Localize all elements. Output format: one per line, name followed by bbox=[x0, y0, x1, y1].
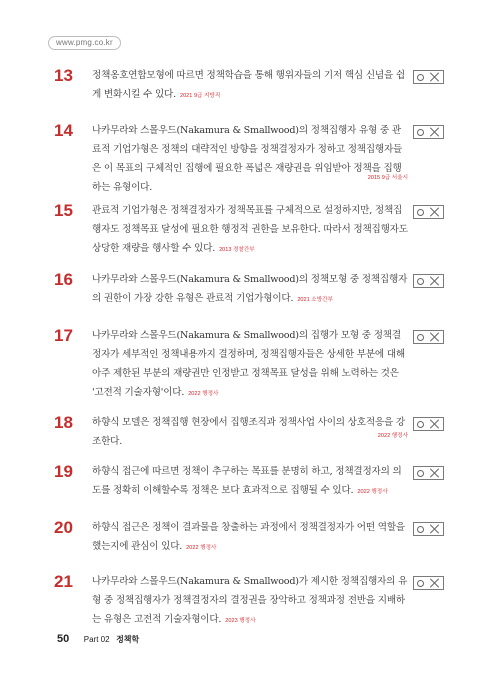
question-statement: 하향식 접근에 따르면 정책이 추구하는 목표를 분명히 하고, 정책결정자의 의도를 정확히 이해할수록 정책은 보다 효과적으로 집행될 수 있다. bbox=[92, 466, 402, 496]
question-text bbox=[92, 572, 408, 631]
question-number: 20 bbox=[54, 518, 73, 537]
ox-answer-box[interactable] bbox=[413, 466, 444, 480]
circle-o-icon[interactable] bbox=[417, 580, 424, 587]
cross-x-icon[interactable] bbox=[430, 207, 440, 217]
ox-answer-box[interactable] bbox=[413, 125, 444, 139]
question-statement: 관료적 기업가형은 정책결정자가 정책목표를 구체적으로 설정하지만, 정책집행자도 정책목표 달성에 필요한 행정적 권한을 보유한다. 따라서 정책집행자도 상당한 재량을 행사할 수 있다. bbox=[92, 205, 408, 254]
cross-x-icon[interactable] bbox=[430, 72, 440, 82]
question-statement: 나카무라와 스몰우드(Nakamura & Smallwood)의 집행가 모형 중 정책결정자가 세부적인 정책내용까지 결정하며, 정책집행자들은 상세한 부분에 대해 아주 제한된 부분의 재량권만 인정받고 정책목표 달성을 위해 노력하는 것은 '고전적 기술자형'이다. bbox=[92, 330, 405, 398]
question-text bbox=[92, 326, 408, 404]
ox-answer-box[interactable] bbox=[413, 70, 444, 84]
question-number: 14 bbox=[54, 121, 73, 140]
exam-source: 2015 9급 서울시 bbox=[367, 175, 408, 181]
question-statement: 하향식 모델은 정책집행 현장에서 집행조직과 정책사업 사이의 상호적응을 강조한다. bbox=[92, 417, 405, 447]
ox-answer-box[interactable] bbox=[413, 576, 444, 590]
part-label: Part 02 bbox=[83, 635, 110, 644]
question-statement: 하향식 접근은 정책이 결과물을 창출하는 과정에서 정책결정자가 어떤 역할을 했는지에 관심이 있다. bbox=[92, 522, 405, 552]
website-url: www.pmg.co.kr bbox=[48, 36, 121, 50]
question-statement: 나카무라와 스몰우드(Nakamura & Smallwood)가 제시한 정책집행자의 유형 중 정책집행자가 정책결정자의 결정권을 장악하고 정책과정 전반을 지배하는 유형은 고전적 기술자형이다. bbox=[92, 576, 408, 625]
ox-answer-box[interactable] bbox=[413, 330, 444, 344]
page-footer bbox=[57, 633, 139, 645]
question-text bbox=[92, 518, 408, 558]
question-text bbox=[92, 201, 408, 260]
ox-answer-box[interactable] bbox=[413, 522, 444, 536]
cross-x-icon[interactable] bbox=[430, 127, 440, 137]
cross-x-icon[interactable] bbox=[430, 524, 440, 534]
question-number: 15 bbox=[54, 201, 73, 220]
cross-x-icon[interactable] bbox=[430, 332, 440, 342]
cross-x-icon[interactable] bbox=[430, 468, 440, 478]
exam-source: 2023 행정사 bbox=[225, 618, 256, 624]
circle-o-icon[interactable] bbox=[417, 421, 424, 428]
question-number: 13 bbox=[54, 66, 73, 85]
question-statement: 나카무라와 스몰우드(Nakamura & Smallwood)의 정책모형 중 정책집행자의 권한이 가장 강한 유형은 관료적 기업가형이다. bbox=[92, 274, 408, 304]
circle-o-icon[interactable] bbox=[417, 209, 424, 216]
question-text bbox=[92, 270, 408, 310]
subject-label: 정책학 bbox=[116, 635, 140, 644]
exam-source: 2013 경찰간부 bbox=[219, 247, 255, 253]
exam-source: 2022 행정사 bbox=[186, 545, 217, 551]
question-text bbox=[92, 413, 408, 451]
cross-x-icon[interactable] bbox=[430, 578, 440, 588]
question-number: 17 bbox=[54, 326, 73, 345]
cross-x-icon[interactable] bbox=[430, 276, 440, 286]
circle-o-icon[interactable] bbox=[417, 74, 424, 81]
exam-source: 2021 9급 지방직 bbox=[179, 93, 221, 99]
question-text bbox=[92, 66, 408, 106]
question-statement: 나카무라와 스몰우드(Nakamura & Smallwood)의 정책집행자 유형 중 관료적 기업가형은 정책의 대략적인 방향을 정책결정자가 정하고 정책집행자들은 이 목표의 구체적인 집행에 필요한 폭넓은 재량권을 위임받아 정책을 집행하는 유형이다. bbox=[92, 125, 403, 193]
question-number: 21 bbox=[54, 572, 73, 591]
ox-answer-box[interactable] bbox=[413, 205, 444, 219]
exam-source: 2021 소방간부 bbox=[297, 297, 333, 303]
circle-o-icon[interactable] bbox=[417, 129, 424, 136]
ox-answer-box[interactable] bbox=[413, 417, 444, 431]
ox-answer-box[interactable] bbox=[413, 274, 444, 288]
exam-source: 2022 행정사 bbox=[188, 391, 219, 397]
page-number: 50 bbox=[57, 633, 70, 645]
question-text bbox=[92, 121, 408, 197]
exam-source: 2022 행정사 bbox=[377, 433, 408, 439]
circle-o-icon[interactable] bbox=[417, 526, 424, 533]
circle-o-icon[interactable] bbox=[417, 278, 424, 285]
question-number: 16 bbox=[54, 270, 73, 289]
question-number: 18 bbox=[54, 413, 73, 432]
cross-x-icon[interactable] bbox=[430, 419, 440, 429]
question-statement: 정책옹호연합모형에 따르면 정책학습을 통해 행위자들의 기저 핵심 신념을 쉽게 변화시킬 수 있다. bbox=[92, 70, 405, 100]
circle-o-icon[interactable] bbox=[417, 334, 424, 341]
question-text bbox=[92, 462, 408, 502]
circle-o-icon[interactable] bbox=[417, 470, 424, 477]
exam-source: 2022 행정사 bbox=[357, 489, 388, 495]
question-number: 19 bbox=[54, 462, 73, 481]
